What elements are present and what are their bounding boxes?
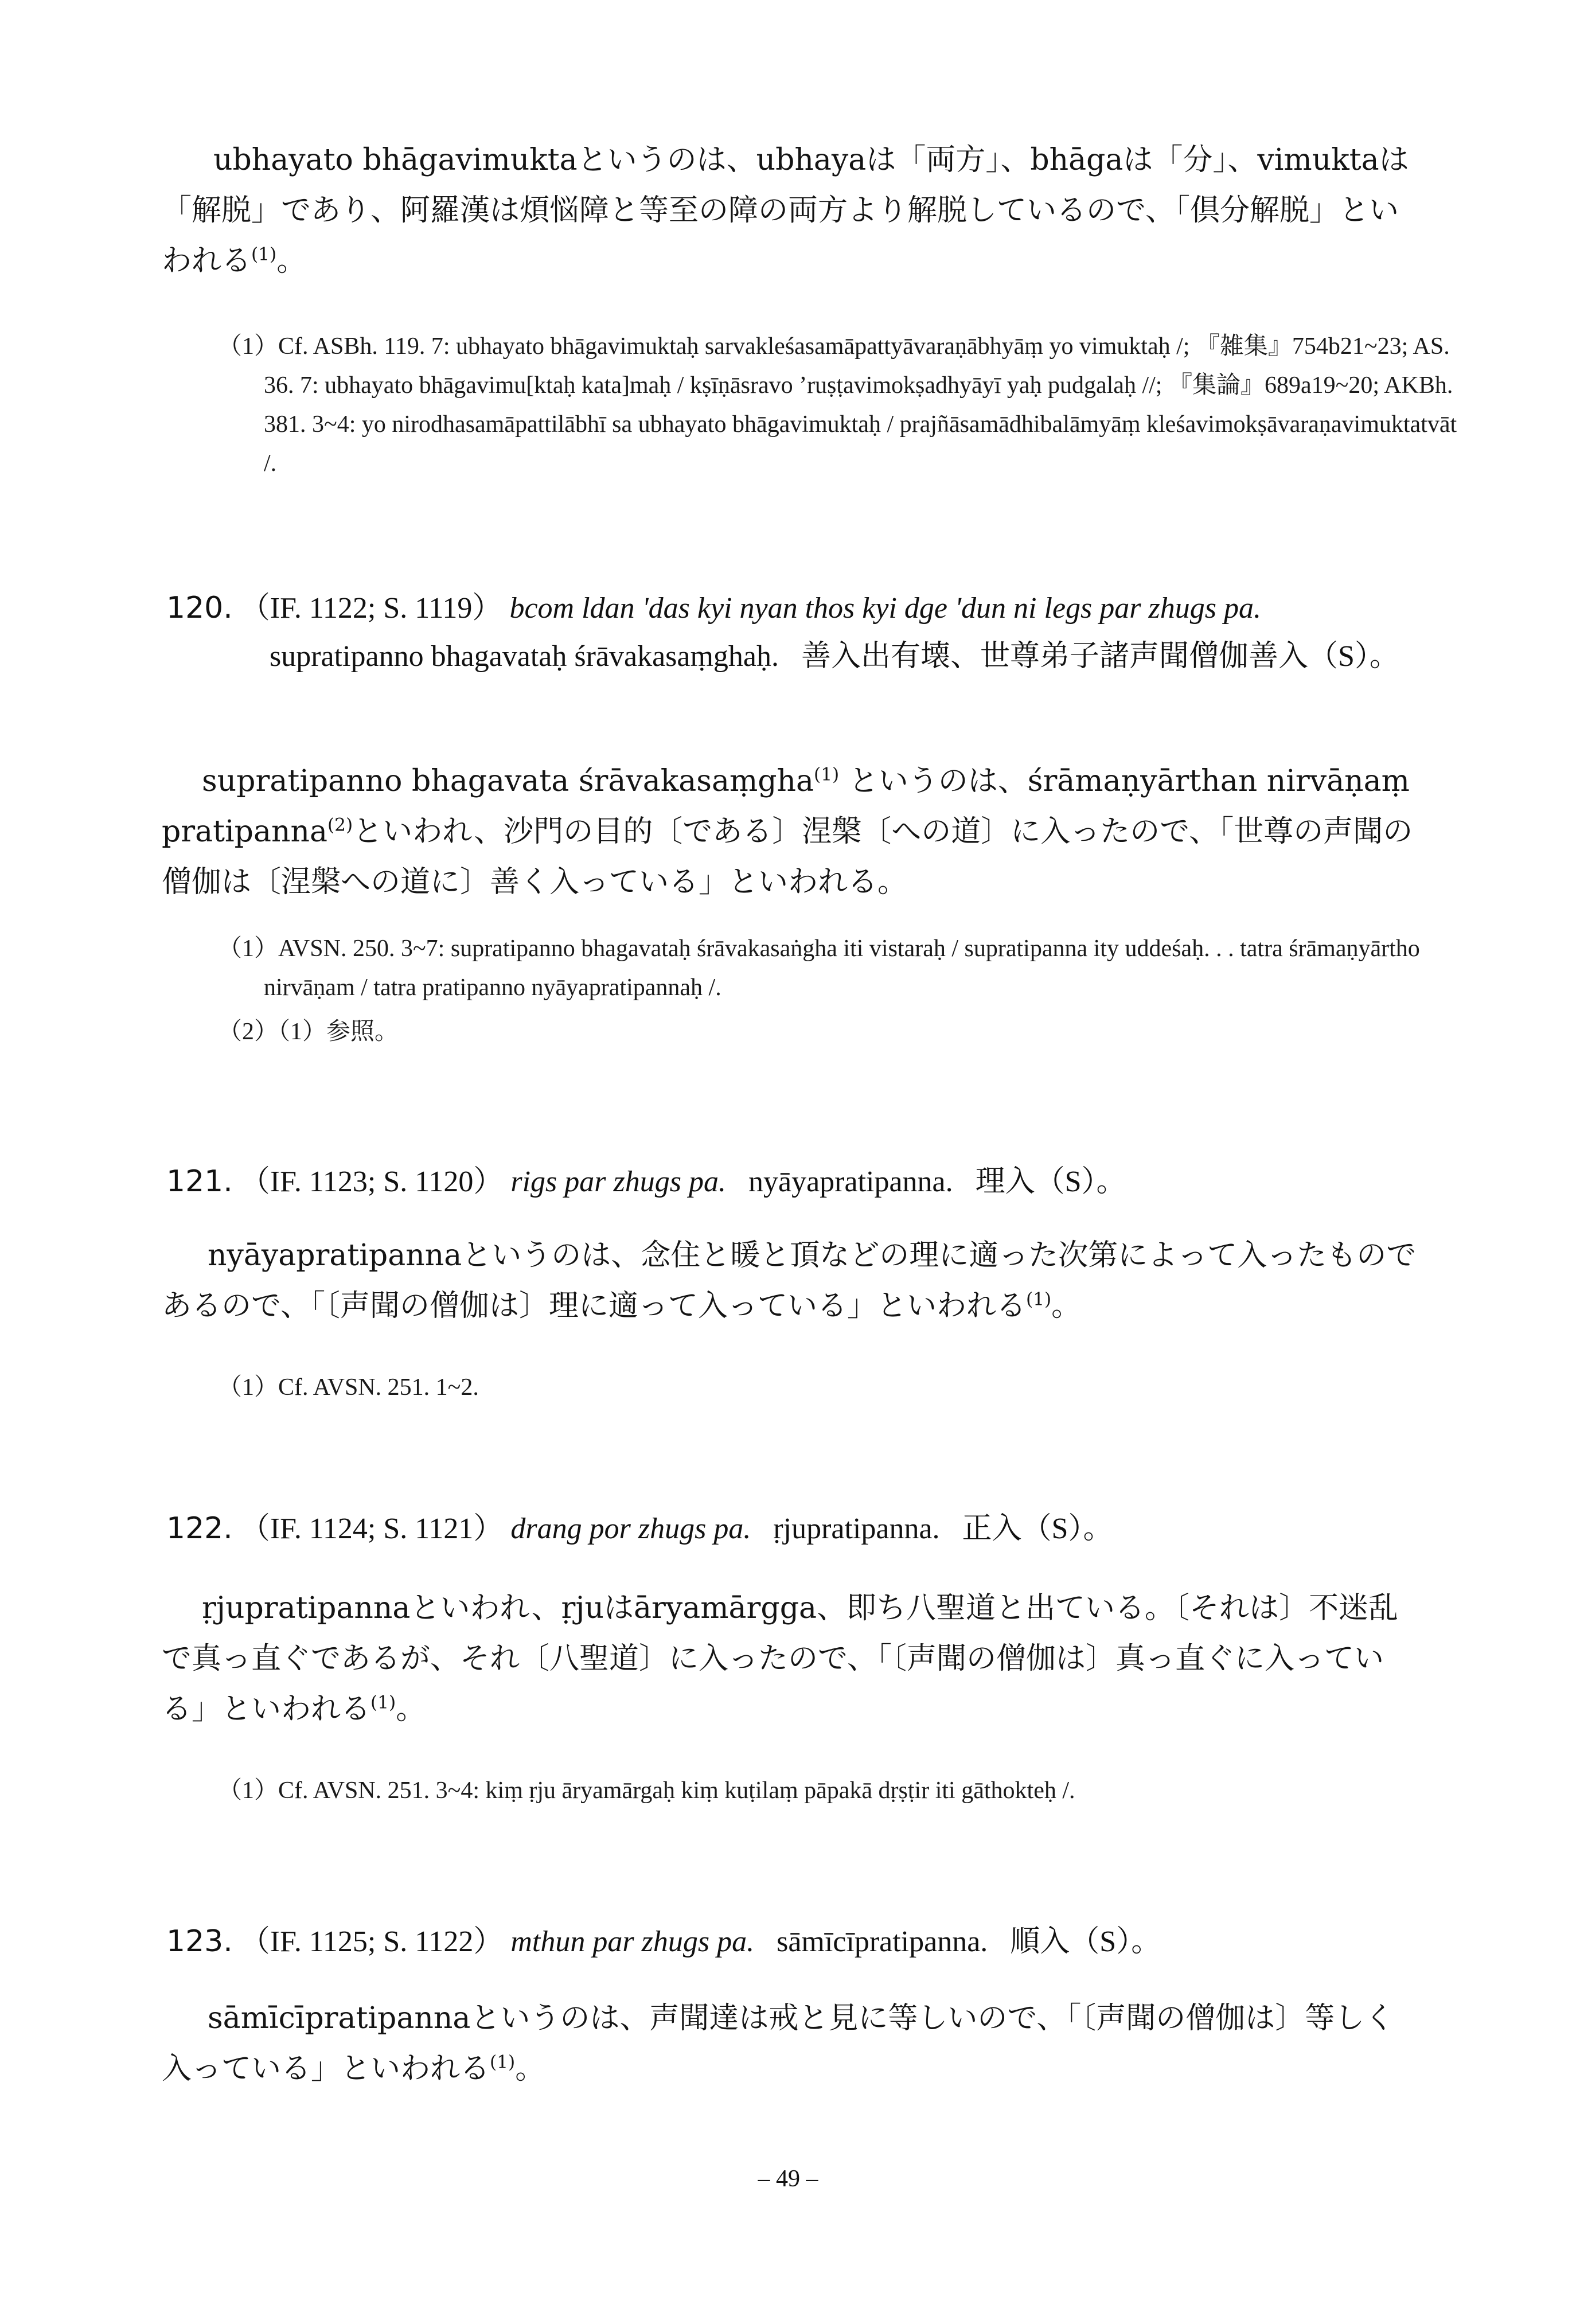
paragraph-text: といわれ、沙門の目的〔である〕涅槃〔への道〕に入ったので、「世尊の声聞の僧伽は〔涅槃への道に〕善く入っている」といわれる。 xyxy=(162,814,1413,899)
entry-heading xyxy=(166,585,1428,631)
footnote xyxy=(218,1012,1428,1051)
japanese-term: 正入（S）。 xyxy=(962,1512,1113,1545)
tibetan-term: bcom ldan 'das kyi nyan thos kyi dge 'dun ni legs par zhugs pa. xyxy=(509,592,1261,625)
sanskrit-term: sāmīcīpratipanna. xyxy=(777,1925,988,1958)
footnote-ref: (1) xyxy=(370,1692,396,1713)
footnote-ref: (1) xyxy=(490,2052,516,2073)
footnote xyxy=(218,1368,1428,1407)
entry-reference: （IF. 1125; S. 1122） xyxy=(240,1925,504,1958)
entry-paragraph xyxy=(162,756,1423,907)
sanskrit-term: nyāyapratipanna. xyxy=(748,1165,953,1198)
intro-end: 。 xyxy=(276,244,307,278)
entry-number: 121. xyxy=(166,1164,233,1199)
footnote xyxy=(218,1771,1428,1810)
footnote-text: Cf. AVSN. 251. 1~2. xyxy=(278,1374,479,1401)
intro-text: ubhayato bhāgavimuktaというのは、ubhayaは「両方」、bhāgaは「分」、vimuktaは「解脱」であり、阿羅漢は煩悩障と等至の障の両方より解脱しているので、「倶分解脱」といわれる xyxy=(162,143,1409,278)
sanskrit-term: supratipanno bhagavataḥ śrāvakasaṃghaḥ. xyxy=(270,640,779,673)
entry-number: 123. xyxy=(166,1924,233,1959)
paragraph-text: sāmīcīpratipannaというのは、声聞達は戒と見に等しいので、「〔声聞の僧伽は〕等しく入っている」といわれる xyxy=(162,2001,1395,2086)
footnote-text: Cf. AVSN. 251. 3~4: kiṃ ṛju āryamārgaḥ kiṃ kuṭilaṃ pāpakā dṛṣṭir iti gāthokteḥ /. xyxy=(278,1777,1075,1804)
footnote-text: Cf. ASBh. 119. 7: ubhayato bhāgavimuktaḥ sarvakleśasamāpattyāvaraṇābhyāṃ yo vimuktaḥ /; 『雑集』754b21~23; AS. 36. 7: ubhayato bhāgavimu[ktaḥ kata]maḥ / kṣīṇāsravo ’ruṣṭavimokṣadhyāyī yaḥ pudgalaḥ //; 『集論』689a19~20; AKBh. 381. 3~4: yo nirodhasamāpattilābhī sa ubhayato bhāgavimuktaḥ / prajñāsamādhibalāmyāṃ kleśavimokṣāvaraṇavimuktatvāt /. xyxy=(264,333,1457,477)
footnote xyxy=(218,327,1474,483)
entry-reference: （IF. 1122; S. 1119） xyxy=(240,592,502,625)
entry-paragraph xyxy=(162,1230,1423,1331)
paragraph-text: nyāyapratipannaというのは、念住と暖と頂などの理に適った次第によって入ったものであるので、「〔声聞の僧伽は〕理に適って入っている」といわれる xyxy=(162,1238,1417,1323)
footnote-ref: (1) xyxy=(251,244,277,265)
page-number: – 49 – xyxy=(758,2166,818,2192)
footnote-text: （1）参照。 xyxy=(278,1019,399,1045)
entry-paragraph xyxy=(162,1993,1423,2094)
footnote-mark: （1） xyxy=(218,1374,279,1401)
tibetan-term: rigs par zhugs pa. xyxy=(510,1165,727,1198)
entry-heading xyxy=(166,1506,1428,1552)
footnote-mark: （1） xyxy=(218,935,279,962)
intro-paragraph xyxy=(162,135,1423,286)
entry-heading xyxy=(166,1919,1428,1965)
entry-number: 120. xyxy=(166,591,233,625)
footnote-ref: (2) xyxy=(327,814,353,836)
paragraph-text: ṛjupratipannaといわれ、ṛjuはāryamārgga、即ち八聖道と出ている。〔それは〕不迷乱で真っ直ぐであるが、それ〔八聖道〕に入ったので、「〔声聞の僧伽は〕真っ直ぐに入っている」といわれる xyxy=(162,1591,1398,1726)
sanskrit-term: ṛjupratipanna. xyxy=(773,1512,940,1545)
footnote-mark: （1） xyxy=(218,333,279,360)
entry-gloss xyxy=(270,634,1417,680)
footnote-text: AVSN. 250. 3~7: supratipanno bhagavataḥ śrāvakasaṅgha iti vistaraḥ / supratipanna ity uddeśaḥ. . . tatra śrāmaṇyārtho nirvāṇam / tatra pratipanno nyāyapratipannaḥ /. xyxy=(264,935,1420,1001)
footnote-ref: (1) xyxy=(1025,1289,1052,1310)
footnote-mark: （1） xyxy=(218,1777,279,1804)
japanese-term: 理入（S）。 xyxy=(975,1165,1126,1198)
paragraph-end: 。 xyxy=(396,1692,426,1726)
entry-paragraph xyxy=(162,1583,1423,1734)
japanese-term: 善入出有壊、世尊弟子諸声聞僧伽善入（S）。 xyxy=(801,640,1399,673)
paragraph-end: 。 xyxy=(1051,1289,1082,1323)
entry-reference: （IF. 1123; S. 1120） xyxy=(240,1165,504,1198)
footnote-ref: (1) xyxy=(814,764,840,785)
tibetan-term: drang por zhugs pa. xyxy=(510,1512,751,1545)
paragraph-text: というのは、śrāmaṇyārthan nirvāṇaṃ pratipanna xyxy=(162,764,1410,849)
entry-reference: （IF. 1124; S. 1121） xyxy=(240,1512,504,1545)
entry-number: 122. xyxy=(166,1511,233,1546)
paragraph-end: 。 xyxy=(515,2052,545,2086)
paragraph-text: supratipanno bhagavata śrāvakasaṃgha xyxy=(202,764,814,798)
footnote xyxy=(218,929,1474,1007)
japanese-term: 順入（S）。 xyxy=(1010,1925,1161,1958)
entry-heading xyxy=(166,1159,1428,1205)
footnote-mark: （2） xyxy=(218,1019,279,1045)
tibetan-term: mthun par zhugs pa. xyxy=(510,1925,755,1958)
